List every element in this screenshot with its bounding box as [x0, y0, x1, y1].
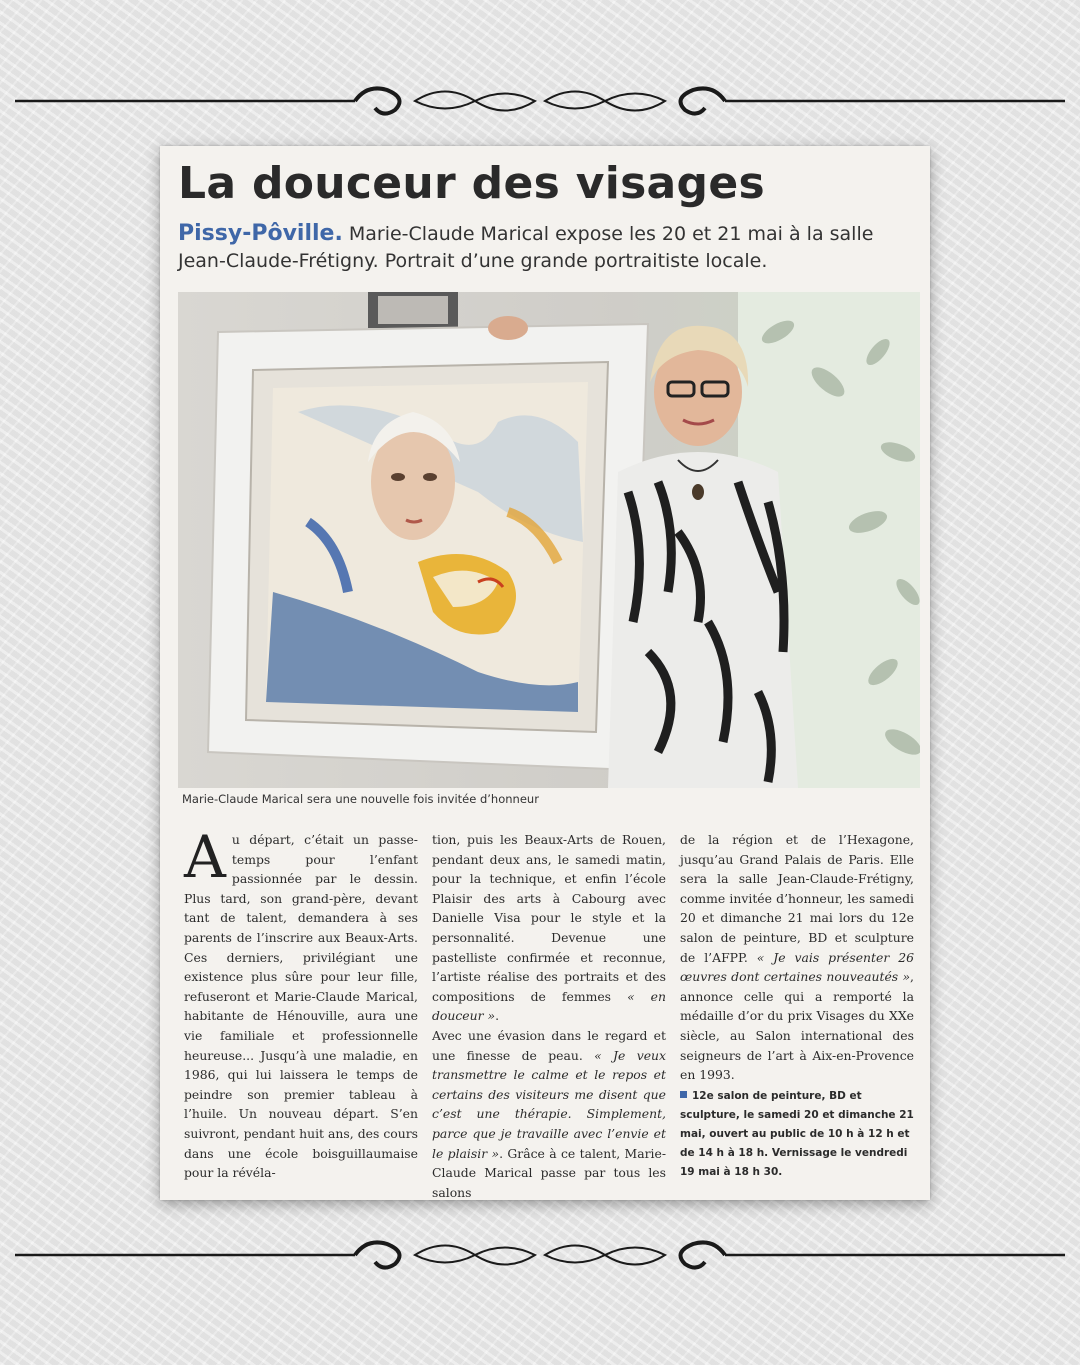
intro-text: Marie-Claude Marical expose les 20 et 21 mai à la salle Jean-Claude-Frétigny. Portrait d’une grande portraitiste locale.: [178, 223, 874, 272]
column-2-paragraph-1: [432, 830, 666, 1026]
article-headline: La douceur des visages: [178, 158, 765, 209]
column-3: [680, 830, 914, 1192]
newspaper-clipping: [160, 146, 930, 1200]
column-1: [184, 823, 418, 1192]
photo-caption: Marie-Claude Marical sera une nouvelle fois invitée d’honneur: [182, 792, 539, 806]
intro-place: Pissy-Pôville.: [178, 221, 343, 246]
article-intro: [178, 220, 923, 275]
top-ornament-divider: [15, 76, 1065, 126]
article-photo: [178, 292, 920, 788]
col3-text: de la région et de l’Hexagone, jusqu’au Grand Palais de Paris. Elle sera la salle Jean-Claude-Frétigny, comme invitée d’honneur, les samedi 20 et dimanche 21 mai lors du 12e salon de peinture, BD et sculpture de l’AFPP.: [680, 832, 914, 965]
col2-text-b-end: . Grâce à ce talent, Marie-Claude Marical passe par tous les salons: [432, 1145, 667, 1200]
drop-cap: A: [184, 823, 226, 891]
column-2: [432, 830, 667, 1200]
col2-quote-a: « en douceur »: [432, 988, 666, 1024]
article-body: [184, 823, 928, 1200]
col2-quote-b: « Je veux transmettre le calme et le repos et certains des visiteurs me disent que c’est une thérapie. Simplement, parce que je travaille avec l’envie et le plaisir »: [432, 1047, 666, 1161]
column-2-paragraph-2: [432, 1026, 666, 1200]
info-square-icon: [680, 1091, 687, 1098]
col3-quote: « Je vais présenter 26 œuvres dont certaines nouveautés »: [680, 949, 914, 985]
col3-text-end: , annonce celle qui a remporté la médaille d’or du prix Visages du XXe siècle, au Salon international des seigneurs de l’art à Aix-en-Provence en 1993.: [680, 969, 914, 1083]
column-1-text: u départ, c’était un passe-temps pour l’enfant passionnée par le dessin. Plus tard, son grand-père, devant tant de talent, demandera à ses parents de l’inscrire aux Beaux-Arts. Ces derniers, privilégiant une existence plus sûre pour leur fille, refuseront et Marie-Claude Marical, habitante de Hénouville, aura une vie familiale et professionnelle heureuse... Jusqu’à une maladie, en 1986, qui lui laissera le temps de peindre son premier tableau à l’huile. Un nouveau départ. S’en suivront, pendant huit ans, des cours dans une école boisguillaumaise pour la révéla-: [184, 832, 418, 1181]
col2-text-b: Avec une évasion dans le regard et une finesse de peau.: [432, 1027, 666, 1063]
photo-illustration: [178, 292, 920, 788]
event-info: [680, 1087, 914, 1182]
col2-text-a: tion, puis les Beaux-Arts de Rouen, pendant deux ans, le samedi matin, pour la technique, et enfin l’école Plaisir des arts à Cabourg avec Danielle Visa pour le style et la personnalité. Devenue une pastelliste confirmée et reconnue, l’artiste réalise des portraits et des compositions de femmes: [432, 832, 666, 1004]
event-info-text: 12e salon de peinture, BD et sculpture, le samedi 20 et dimanche 21 mai, ouvert au public de 10 h à 12 h et de 14 h à 18 h. Vernissage le vendredi 19 mai à 18 h 30.: [680, 1089, 914, 1178]
bottom-ornament-divider: [15, 1230, 1065, 1280]
column-3-paragraph: [680, 830, 914, 1085]
col2-text-a-end: .: [495, 1008, 500, 1024]
